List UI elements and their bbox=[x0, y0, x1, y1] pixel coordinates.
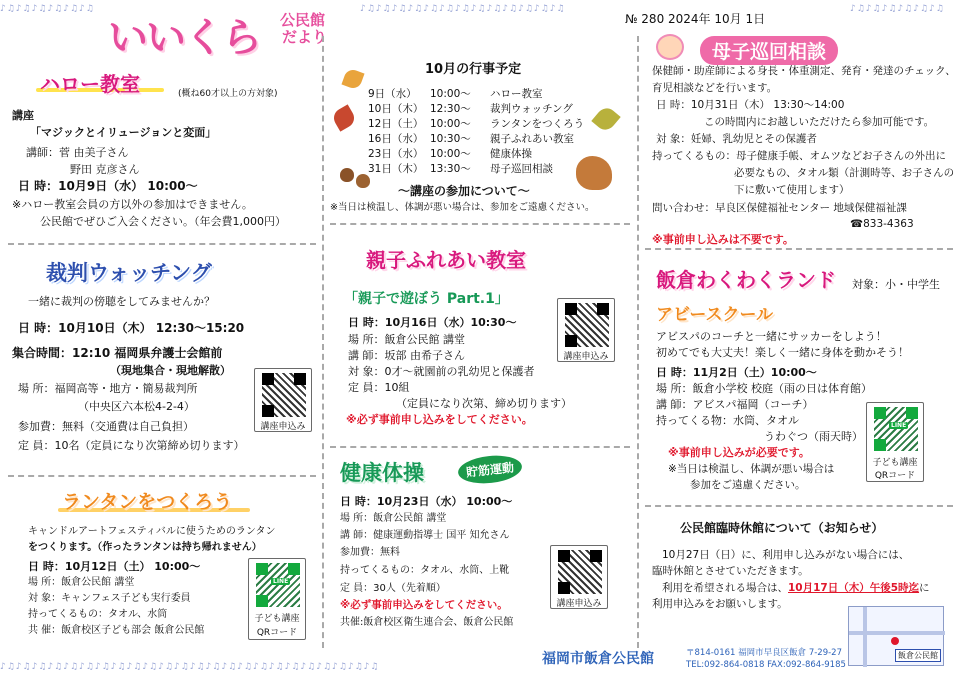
hello-line-2: 講師：菅 由美子さん bbox=[26, 146, 129, 159]
events-row-1-col-1: 12:30～ bbox=[430, 103, 471, 115]
saiban-line-3: 場 所：福岡高等・地方・簡易裁判所 bbox=[18, 382, 198, 395]
line-logo-icon: LINE bbox=[891, 422, 907, 429]
saiban-qr-code[interactable] bbox=[254, 368, 312, 432]
divider-right bbox=[637, 36, 639, 648]
wakuwaku-line-3: 場 所：飯倉小学校 校庭（雨の日は体育館） bbox=[656, 382, 872, 395]
lantern-title: ランタンをつくろう bbox=[62, 491, 233, 513]
saiban-line-4: （中央区六本松4-2-4） bbox=[78, 400, 195, 413]
events-row-4-col-1: 10:00～ bbox=[430, 148, 471, 160]
hello-line-4: 日 時：10月9日（水） 10:00～ bbox=[18, 179, 198, 193]
lantern-line-6: 共 催：飯倉校区子ども部会 飯倉公民館 bbox=[28, 625, 205, 636]
divider-left bbox=[322, 36, 324, 648]
kenko-title: 健康体操 bbox=[340, 461, 424, 485]
wakuwaku-line-2: 日 時：11月2日（土）10:00～ bbox=[656, 366, 817, 379]
hello-line-0: 講座 bbox=[12, 109, 34, 122]
kenko-line-0: 日 時：10月23日（水） 10:00～ bbox=[340, 495, 513, 508]
oyako-title: 親子ふれあい教室 bbox=[366, 248, 526, 272]
qr-code-icon bbox=[262, 373, 306, 417]
lantern-qr-code[interactable] bbox=[248, 558, 306, 640]
kenko-line-3: 参加費：無料 bbox=[340, 547, 400, 558]
note-border-top-right: ♪♫♪♫♪♫♪♫♪♫♪♫ bbox=[850, 4, 945, 14]
baby-icon bbox=[656, 34, 684, 60]
leaf-icon bbox=[341, 67, 364, 90]
events-row-4-col-2: 健康体操 bbox=[490, 148, 532, 160]
events-row-5-col-0: 31日（木） bbox=[368, 163, 424, 175]
kenko-line-5: 定 員：30人（先着順） bbox=[340, 583, 446, 594]
kenko-qr-code[interactable] bbox=[550, 545, 608, 609]
chestnut-icon bbox=[340, 168, 354, 182]
qr-code-icon bbox=[565, 303, 609, 347]
saiban-line-6: 定 員：10名（定員になり次第締め切ります） bbox=[18, 439, 245, 452]
oyako-line-2: 講 師：坂部 由希子さん bbox=[348, 349, 465, 362]
map-road bbox=[849, 631, 945, 635]
map-road bbox=[863, 607, 867, 667]
wakuwaku-line-5: 持ってくる物：水筒、タオル bbox=[656, 414, 799, 427]
wakuwaku-qr-label1: 子ども講座 bbox=[872, 458, 918, 468]
closure-p2b: 利用申込みをお願いします。 bbox=[652, 598, 788, 610]
saiban-title: 裁判ウォッチング bbox=[46, 261, 212, 285]
map-label: 飯倉公民館 bbox=[895, 649, 941, 662]
lantern-line-2: 日 時：10月12日（土） 10:00～ bbox=[28, 560, 201, 573]
hello-target: (概ね60才以上の方対象) bbox=[178, 89, 278, 99]
wakuwaku-line-4: 講 師：アビスパ福岡（コーチ） bbox=[656, 398, 814, 411]
lantern-line-4: 対 象：キャンフェス子ども実行委員 bbox=[28, 593, 191, 604]
issue-info: № 280 2024年 10月 1日 bbox=[625, 12, 766, 26]
boshi-line-5: 持ってくるもの：母子健康手帳、オムツなどお子さんの外出に bbox=[652, 150, 946, 162]
closure-p1a: 10月27日（日）に、利用申し込みがない場合には、 bbox=[662, 549, 910, 561]
footer-name: 福岡市飯倉公民館 bbox=[542, 651, 654, 667]
events-row-2-col-0: 12日（土） bbox=[368, 118, 424, 130]
oyako-note: ※必ず事前申し込みをしてください。 bbox=[346, 413, 533, 426]
boshi-line-6: 必要なもの、タオル類（計測時等、お子さんの bbox=[734, 167, 955, 179]
lantern-line-3: 場 所：飯倉公民館 講堂 bbox=[28, 577, 135, 588]
lantern-qr-label2: QRコード bbox=[256, 628, 298, 638]
events-row-3-col-2: 親子ふれあい教室 bbox=[490, 133, 574, 145]
oyako-qr-label: 講座申込み bbox=[563, 352, 609, 362]
hello-line-6: 公民館でぜひご入会ください。（年会費1,000円） bbox=[40, 215, 286, 228]
footer-tel: TEL:092-864-0818 FAX:092-864-9185 bbox=[686, 660, 846, 670]
divider-h3 bbox=[330, 223, 630, 225]
note-border-top-left: ♪♫♪♫♪♫♪♫♪♫♪♫ bbox=[0, 4, 95, 14]
boshi-line-9: ☎833-4363 bbox=[850, 218, 914, 230]
divider-h6 bbox=[645, 505, 953, 507]
qr-code-icon bbox=[874, 407, 918, 451]
closure-title: 公民館臨時休館について（お知らせ） bbox=[680, 521, 884, 535]
oyako-qr-code[interactable] bbox=[557, 298, 615, 362]
kenko-qr-label: 講座申込み bbox=[556, 599, 602, 609]
wakuwaku-note2: ※当日は検温し、体調が悪い場合は bbox=[668, 463, 835, 475]
closure-p1b: 臨時休館とさせていただきます。 bbox=[652, 565, 809, 577]
wakuwaku-line-6: うわぐつ（雨天時） bbox=[764, 430, 863, 443]
events-title: 10月の行事予定 bbox=[425, 62, 522, 77]
events-row-2-col-1: 10:00～ bbox=[430, 118, 471, 130]
events-note: ※当日は検温し、体調が悪い場合は、参加をご遠慮ください。 bbox=[330, 202, 595, 213]
closure-deadline: 10月17日（木）午後5時迄 bbox=[788, 582, 920, 594]
boshi-title: 母子巡回相談 bbox=[700, 36, 838, 65]
newsletter-logo: いいくら bbox=[108, 15, 260, 61]
kenko-badge-label: 貯筋運動 bbox=[457, 453, 523, 487]
oyako-line-0: 日 時：10月16日（水）10:30～ bbox=[348, 316, 517, 329]
oyako-subtitle: 「親子で遊ぼう Part.1」 bbox=[344, 291, 509, 307]
leaf-icon bbox=[330, 104, 357, 131]
kenko-cosponsor: 共催:飯倉校区衛生連合会、飯倉公民館 bbox=[340, 617, 514, 628]
oyako-line-5: （定員になり次第、締め切ります） bbox=[396, 397, 572, 410]
events-row-0-col-1: 10:00～ bbox=[430, 88, 471, 100]
events-row-5-col-1: 13:30～ bbox=[430, 163, 471, 175]
wakuwaku-qr-label2: QRコード bbox=[874, 471, 916, 481]
hello-line-1: 「マジックとイリュージョンと変面」 bbox=[30, 126, 217, 139]
lantern-line-1: をつくります。（作ったランタンは持ち帰れません） bbox=[28, 542, 262, 553]
boshi-line-4: 対 象：妊婦、乳幼児とその保護者 bbox=[656, 133, 817, 145]
wakuwaku-note: ※事前申し込みが必要です。 bbox=[668, 446, 810, 459]
line-logo-icon: LINE bbox=[273, 578, 289, 585]
lantern-qr-label1: 子ども講座 bbox=[254, 614, 300, 624]
saiban-line-0: 日 時：10月10日（木） 12:30～15:20 bbox=[18, 321, 245, 335]
kenko-line-1: 場 所：飯倉公民館 講堂 bbox=[340, 513, 447, 524]
boshi-line-2: 日 時：10月31日（木） 13:30～14:00 bbox=[656, 99, 845, 111]
saiban-line-1: 集合時間：12:10 福岡県弁護士会館前 bbox=[12, 346, 223, 360]
saiban-line-5: 参加費：無料（交通費は自己負担） bbox=[18, 420, 194, 433]
events-row-3-col-1: 10:30～ bbox=[430, 133, 471, 145]
boshi-line-1: 育児相談などを行います。 bbox=[652, 82, 778, 94]
note-border-top-mid: ♪♫♪♫♪♫♪♫♪♫♪♫♪♫♪♫♪♫♪♫♪♫♪♫♪♫ bbox=[360, 4, 566, 14]
boshi-line-7: 下に敷いて使用します） bbox=[734, 184, 850, 196]
wakuwaku-line-1: 初めてでも大丈夫！楽しく一緒に身体を動かそう！ bbox=[656, 346, 909, 359]
events-row-0-col-2: ハロー教室 bbox=[490, 88, 543, 100]
boshi-line-8: 問い合わせ：早良区保健福祉センター 地域保健福祉課 bbox=[652, 202, 907, 214]
newsletter-logo-sub1: 公民館 bbox=[280, 11, 326, 29]
divider-h2 bbox=[8, 475, 316, 477]
oyako-line-3: 対 象：0才～就園前の乳幼児と保護者 bbox=[348, 365, 535, 378]
wakuwaku-qr-code[interactable] bbox=[866, 402, 924, 482]
lantern-line-5: 持ってくるもの：タオル、水筒 bbox=[28, 609, 168, 620]
events-row-5-col-2: 母子巡回相談 bbox=[490, 163, 553, 175]
events-row-1-col-2: 裁判ウォッチング bbox=[490, 103, 573, 115]
qr-code-icon bbox=[256, 563, 300, 607]
map-pin-icon bbox=[891, 637, 899, 645]
qr-code-icon bbox=[558, 550, 602, 594]
events-row-3-col-0: 16日（水） bbox=[368, 133, 424, 145]
oyako-line-4: 定 員：10組 bbox=[348, 381, 410, 394]
wakuwaku-note3: 参加をご遠慮ください。 bbox=[690, 479, 806, 491]
saiban-line-2: （現地集合・現地解散） bbox=[110, 364, 231, 377]
boshi-line-0: 保健師・助産師による身長・体重測定、発育・発達のチェック、 bbox=[652, 65, 956, 77]
kenko-line-2: 講 師：健康運動指導士 国平 知允さん bbox=[340, 530, 510, 541]
access-map bbox=[848, 606, 944, 666]
wakuwaku-line-0: アビスパのコーチと一緒にサッカーをしよう！ bbox=[656, 330, 887, 343]
saiban-qr-label: 講座申込み bbox=[260, 422, 306, 432]
divider-h5 bbox=[645, 248, 953, 250]
kenko-badge bbox=[458, 456, 522, 483]
saiban-intro: 一緒に裁判の傍聴をしてみませんか？ bbox=[28, 295, 215, 308]
wakuwaku-target: 対象：小・中学生 bbox=[852, 278, 940, 291]
closure-p2a-post: に bbox=[919, 582, 930, 594]
footer-address: 〒814-0161 福岡市早良区飯倉 7-29-27 bbox=[686, 648, 843, 658]
closure-p2a bbox=[662, 580, 930, 597]
lantern-line-0: キャンドルアートフェスティバルに使うためのランタン bbox=[28, 526, 276, 537]
closure-p2a-pre: 利用を希望される場合は、 bbox=[662, 582, 788, 594]
events-row-4-col-0: 23日（水） bbox=[368, 148, 424, 160]
divider-h1 bbox=[8, 243, 316, 245]
note-border-bottom: ♪♫♪♫♪♫♪♫♪♫♪♫♪♫♪♫♪♫♪♫♪♫♪♫♪♫♪♫♪♫♪♫♪♫♪♫♪♫♪♫♪♫♪♫♪♫♪♫ bbox=[0, 662, 380, 672]
newsletter-logo-sub2: だより bbox=[282, 28, 328, 46]
chestnut-icon bbox=[356, 174, 370, 188]
events-note-title: ～講座の参加について～ bbox=[398, 184, 530, 198]
events-row-2-col-2: ランタンをつくろう bbox=[490, 118, 585, 130]
oyako-line-1: 場 所：飯倉公民館 講堂 bbox=[348, 333, 465, 346]
wakuwaku-title: 飯倉わくわくランド bbox=[656, 268, 836, 292]
kenko-note: ※必ず事前申込みをしてください。 bbox=[340, 599, 508, 611]
squirrel-icon bbox=[576, 156, 612, 190]
events-row-0-col-0: 9日（水） bbox=[368, 88, 417, 100]
events-row-1-col-0: 10日（木） bbox=[368, 103, 424, 115]
hello-line-5: ※ハロー教室会員の方以外の参加はできません。 bbox=[12, 198, 253, 211]
wakuwaku-sub: アビースクール bbox=[656, 305, 774, 325]
hello-line-3: 野田 克彦さん bbox=[70, 163, 140, 176]
boshi-note: ※事前申し込みは不要です。 bbox=[652, 233, 794, 246]
leaf-icon bbox=[591, 104, 620, 134]
boshi-line-3: この時間内にお越しいただけたら参加可能です。 bbox=[704, 116, 935, 128]
divider-h4 bbox=[330, 446, 630, 448]
kenko-line-4: 持ってくるもの：タオル、水筒、上靴 bbox=[340, 565, 510, 576]
hello-title: ハロー教室 bbox=[40, 72, 140, 96]
